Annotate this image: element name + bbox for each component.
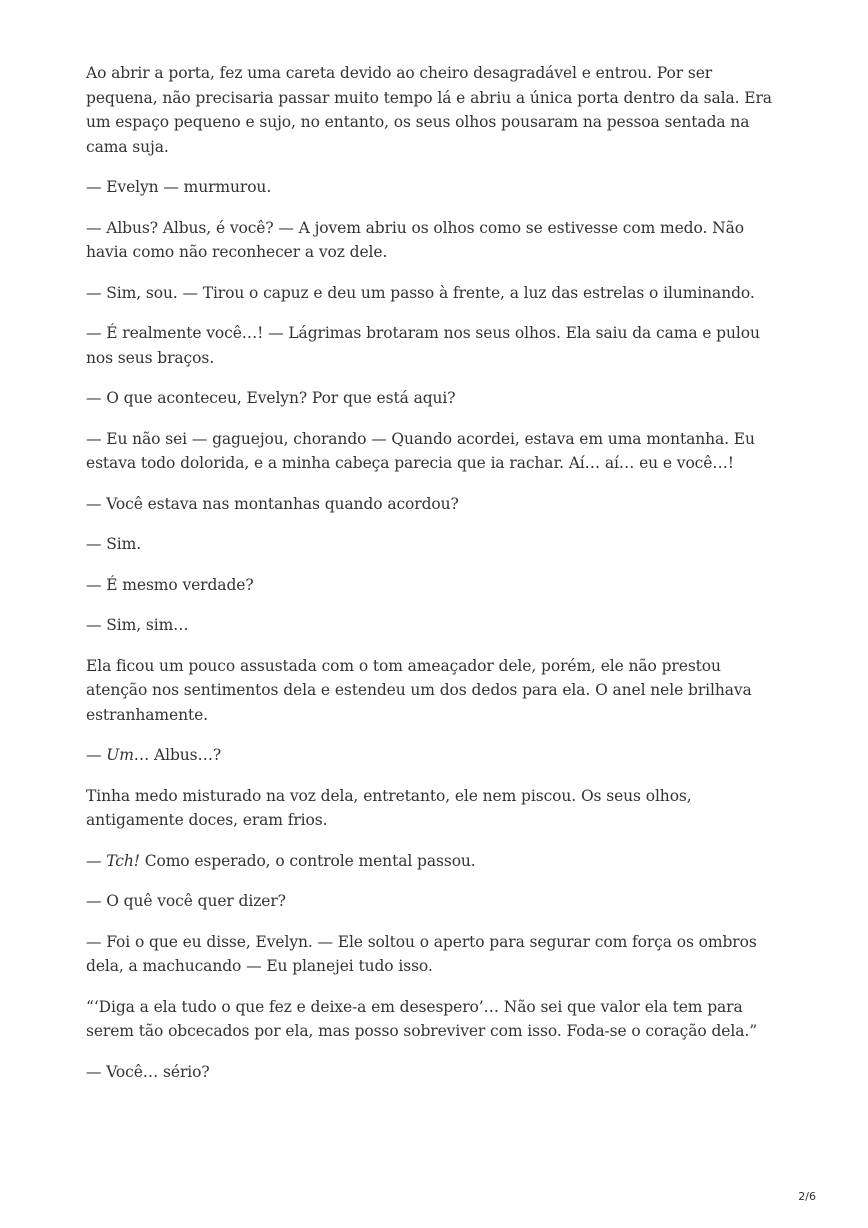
paragraph — [86, 386, 786, 411]
paragraph — [86, 216, 786, 265]
paragraph — [86, 995, 786, 1044]
text-run: — Sim, sou. — Tirou o capuz e deu um passo à frente, a luz das estrelas o iluminando. — [86, 283, 755, 302]
paragraph — [86, 849, 786, 874]
paragraph — [86, 281, 786, 306]
paragraph — [86, 654, 786, 728]
paragraph — [86, 930, 786, 979]
text-run: — O quê você quer dizer? — [86, 892, 286, 910]
text-run: — Foi o que eu disse, Evelyn. — Ele soltou o aperto para segurar com força os ombros dela, a machucando — Eu planejei tudo isso. — [86, 932, 757, 975]
paragraph — [86, 175, 786, 200]
text-run: — É mesmo verdade? — [86, 575, 254, 594]
text-run: Ao abrir a porta, fez uma careta devido ao cheiro desagradável e entrou. Por ser pequena, não precisaria passar muito tempo lá e abriu a única porta dentro da sala. Era um espaço pequeno e sujo, no entanto, os seus olhos pousaram na pessoa sentada na cama suja. — [86, 64, 772, 156]
text-run: “‘Diga a ela tudo o que fez e deixe-a em desespero’… Não sei que valor ela tem para serem tão obcecados por ela, mas posso sobreviver com isso. Foda-se o coração dela.” — [86, 997, 758, 1040]
text-run: — Sim, sim… — [86, 616, 189, 634]
paragraph — [86, 573, 786, 598]
page-body — [86, 61, 786, 1100]
paragraph — [86, 613, 786, 638]
text-run: Tinha medo misturado na voz dela, entretanto, ele nem piscou. Os seus olhos, antigamente doces, eram frios. — [86, 786, 692, 829]
paragraph — [86, 532, 786, 557]
page-number: 2/6 — [798, 1190, 816, 1203]
text-run: — — [86, 851, 107, 870]
paragraph — [86, 61, 786, 159]
paragraph — [86, 321, 786, 370]
text-run: — Evelyn — murmurou. — [86, 178, 272, 196]
text-run: Ela ficou um pouco assustada com o tom ameaçador dele, porém, ele não prestou atenção nos sentimentos dela e estendeu um dos dedos para ela. O anel nele brilhava estranhamente. — [86, 656, 752, 724]
paragraph — [86, 427, 786, 476]
text-run: — — [86, 746, 107, 764]
paragraph — [86, 492, 786, 517]
text-run: — Sim. — [86, 535, 142, 553]
text-run: — É realmente você…! — Lágrimas brotaram nos seus olhos. Ela saiu da cama e pulou nos seus braços. — [86, 324, 760, 367]
text-run: — Você estava nas montanhas quando acordou? — [86, 494, 459, 513]
paragraph — [86, 889, 786, 914]
italic-text: Um — [106, 746, 134, 764]
text-run: … Albus…? — [133, 746, 222, 764]
text-run: — Você… sério? — [86, 1062, 210, 1081]
text-run: — Eu não sei — gaguejou, chorando — Quando acordei, estava em uma montanha. Eu estava todo dolorida, e a minha cabeça parecia que ia rachar. Aí… aí… eu e você…! — [86, 429, 755, 472]
text-run: — O que aconteceu, Evelyn? Por que está aqui? — [86, 389, 456, 407]
text-run: Como esperado, o controle mental passou. — [139, 851, 476, 870]
paragraph — [86, 743, 786, 768]
italic-text: Tch! — [106, 851, 140, 870]
paragraph — [86, 1060, 786, 1085]
paragraph — [86, 784, 786, 833]
text-run: — Albus? Albus, é você? — A jovem abriu os olhos como se estivesse com medo. Não havia como não reconhecer a voz dele. — [86, 218, 744, 261]
